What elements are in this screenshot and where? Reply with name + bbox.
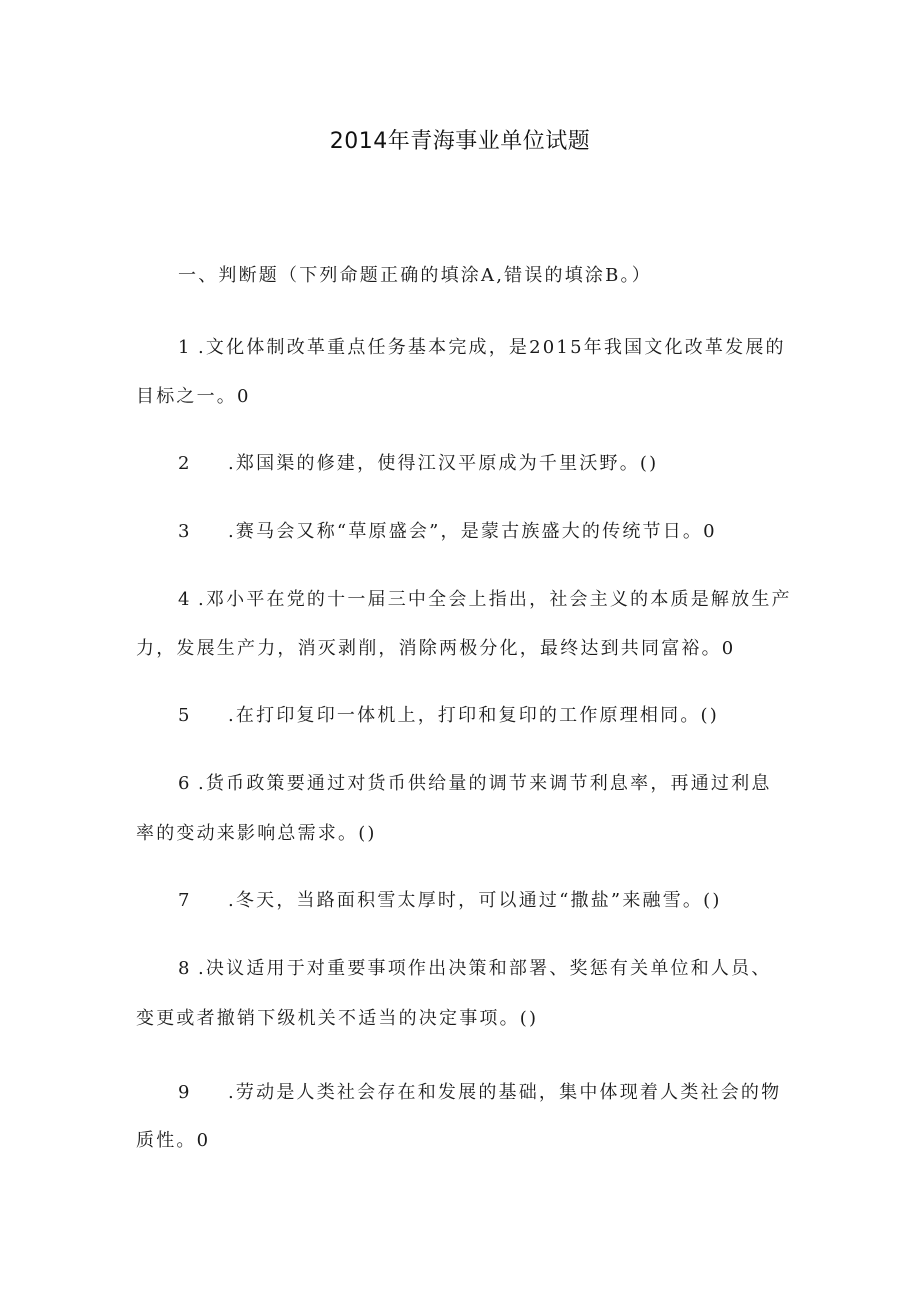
question-4-continuation: 力，发展生产力，消灭剥削，消除两极分化，最终达到共同富裕。0 bbox=[136, 638, 736, 659]
question-3 bbox=[178, 520, 838, 544]
question-1-continuation: 目标之一。0 bbox=[136, 386, 251, 407]
question-text: .决议适用于对重要事项作出决策和部署、奖惩有关单位和人员、 bbox=[198, 958, 772, 979]
question-text: .在打印复印一体机上，打印和复印的工作原理相同。() bbox=[228, 705, 719, 726]
question-9 bbox=[178, 1081, 838, 1105]
question-6-continuation: 率的变动来影响总需求。() bbox=[136, 823, 377, 844]
question-5 bbox=[178, 704, 838, 728]
question-8-continuation: 变更或者撤销下级机关不适当的决定事项。() bbox=[136, 1008, 539, 1029]
question-1 bbox=[178, 336, 838, 360]
question-7 bbox=[178, 889, 838, 913]
question-text: .劳动是人类社会存在和发展的基础，集中体现着人类社会的物 bbox=[228, 1082, 782, 1103]
question-number: 6 bbox=[178, 773, 192, 794]
question-number: 9 bbox=[178, 1082, 192, 1103]
question-number: 1 bbox=[178, 337, 192, 358]
question-4 bbox=[178, 588, 838, 612]
question-number: 4 bbox=[178, 589, 192, 610]
question-6 bbox=[178, 772, 838, 796]
question-text: .郑国渠的修建，使得江汉平原成为千里沃野。() bbox=[228, 453, 659, 474]
question-text: .货币政策要通过对货币供给量的调节来调节利息率，再通过利息 bbox=[198, 773, 772, 794]
question-text: .冬天，当路面积雪太厚时，可以通过“撒盐”来融雪。() bbox=[228, 890, 722, 911]
question-number: 7 bbox=[178, 890, 192, 911]
section-heading: 一、判断题（下列命题正确的填涂A,错误的填涂B。） bbox=[178, 265, 652, 286]
page-title: 2014年青海事业单位试题 bbox=[329, 129, 591, 154]
question-number: 3 bbox=[178, 521, 192, 542]
question-text: .文化体制改革重点任务基本完成，是2015年我国文化改革发展的 bbox=[198, 337, 786, 358]
question-text: .邓小平在党的十一届三中全会上指出，社会主义的本质是解放生产 bbox=[198, 589, 792, 610]
question-number: 2 bbox=[178, 453, 192, 474]
question-9-continuation: 质性。0 bbox=[136, 1130, 211, 1151]
question-number: 8 bbox=[178, 958, 192, 979]
question-2 bbox=[178, 452, 838, 476]
question-text: .赛马会又称“草原盛会”，是蒙古族盛大的传统节日。0 bbox=[228, 521, 717, 542]
question-number: 5 bbox=[178, 705, 192, 726]
question-8 bbox=[178, 957, 838, 981]
